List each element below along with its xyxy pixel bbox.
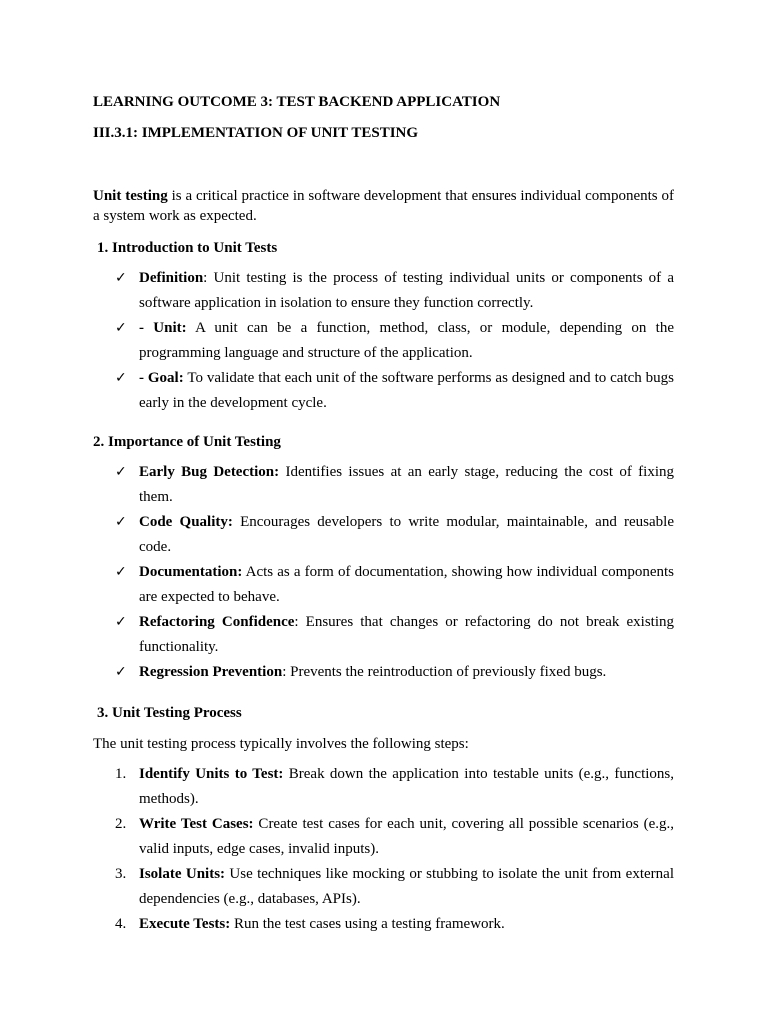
item-term: Regression Prevention (139, 664, 283, 680)
step-item (93, 912, 674, 937)
intro-paragraph (93, 186, 674, 226)
step-text: Create test cases for each unit, covering all possible scenarios (e.g., valid inputs, edge cases, invalid inputs). (139, 816, 674, 857)
heading-process: 3. Unit Testing Process (97, 705, 242, 721)
step-term: Write Test Cases: (139, 816, 254, 832)
item-text: Identifies issues at an early stage, reducing the cost of fixing them. (139, 464, 674, 505)
check-icon: ✓ (115, 664, 127, 680)
heading-introduction: 1. Introduction to Unit Tests (97, 240, 278, 256)
check-icon: ✓ (115, 370, 127, 386)
step-item (93, 762, 674, 812)
check-icon: ✓ (115, 614, 127, 630)
step-text: Run the test cases using a testing framework. (230, 916, 505, 932)
list-item (93, 610, 674, 660)
item-term: - Goal: (139, 370, 184, 386)
item-text: : Ensures that changes or refactoring do not break existing functionality. (139, 614, 674, 655)
item-text: : Prevents the reintroduction of previously fixed bugs. (282, 664, 607, 680)
step-number: 2. (115, 816, 127, 832)
intro-text: is a critical practice in software development that ensures individual components of a system work as expected. (93, 188, 674, 224)
check-icon: ✓ (115, 270, 127, 286)
list-item (93, 266, 674, 316)
learning-outcome-title: LEARNING OUTCOME 3: TEST BACKEND APPLICATION (93, 94, 501, 110)
heading-importance: 2. Importance of Unit Testing (93, 434, 281, 450)
check-icon: ✓ (115, 564, 127, 580)
check-icon: ✓ (115, 464, 127, 480)
intro-term: Unit testing (93, 188, 168, 204)
step-number: 4. (115, 916, 127, 932)
item-term: Refactoring Confidence (139, 614, 295, 630)
importance-list (93, 460, 674, 685)
process-steps (93, 762, 674, 937)
step-number: 1. (115, 766, 127, 782)
step-item (93, 812, 674, 862)
item-text: Acts as a form of documentation, showing how individual components are expected to behave. (139, 564, 674, 605)
item-text: A unit can be a function, method, class, or module, depending on the programming language and structure of the application. (139, 320, 675, 361)
step-text: Use techniques like mocking or stubbing to isolate the unit from external dependencies (e.g., databases, APIs). (139, 866, 674, 907)
section-title: III.3.1: IMPLEMENTATION OF UNIT TESTING (93, 125, 419, 141)
item-text: : Unit testing is the process of testing individual units or components of a software application in isolation to ensure they function correctly. (139, 270, 674, 311)
step-term: Isolate Units: (139, 866, 226, 882)
step-item (93, 862, 674, 912)
list-item (93, 316, 674, 366)
list-item (93, 560, 674, 610)
step-text: Break down the application into testable units (e.g., functions, methods). (139, 766, 674, 807)
introduction-list (93, 266, 674, 416)
list-item (93, 460, 674, 510)
list-item (93, 660, 674, 685)
step-term: Execute Tests: (139, 916, 231, 932)
check-icon: ✓ (115, 514, 127, 530)
item-term: - Unit: (139, 320, 187, 336)
item-text: Encourages developers to write modular, maintainable, and reusable code. (139, 514, 675, 555)
item-term: Early Bug Detection: (139, 464, 280, 480)
item-term: Documentation: (139, 564, 243, 580)
item-term: Code Quality: (139, 514, 233, 530)
item-term: Definition (139, 270, 204, 286)
list-item (93, 510, 674, 560)
item-text: To validate that each unit of the software performs as designed and to catch bugs early in the development cycle. (139, 370, 675, 411)
list-item (93, 366, 674, 416)
step-number: 3. (115, 866, 127, 882)
check-icon: ✓ (115, 320, 127, 336)
process-lead: The unit testing process typically involves the following steps: (93, 736, 469, 752)
step-term: Identify Units to Test: (139, 766, 284, 782)
